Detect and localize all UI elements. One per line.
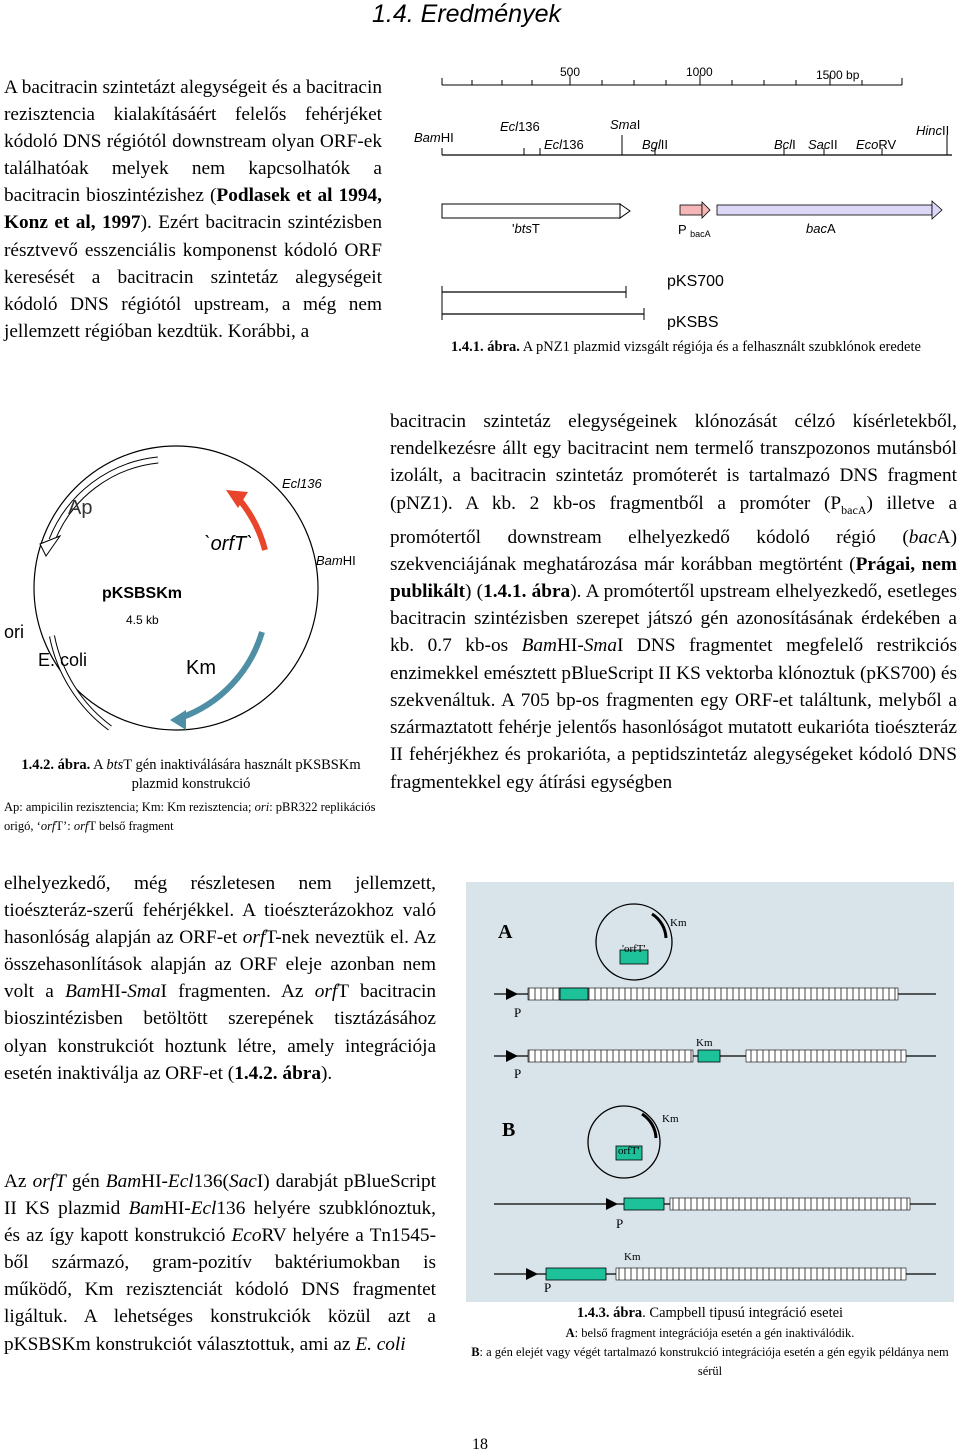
label-orft: `orfT` [204,533,253,555]
label-a: A [498,921,513,943]
paragraph-construct: Az orfT gén BamHI-Ecl136(SacI) darabját pBlueScript II KS plazmid BamHI-Ecl136 helyére szubklónoztuk, és az így kapott konstrukció EcoRV helyére a Tn1545-ből származó, gram-pozitív baktériumokban is működő, Km rezisztenciát kódoló DNS fragmentet ligáltuk. A lehetséges konstrukciók közül azt a pKSBSKm konstrukciót választottuk, ami az E. coli [4,1171,437,1355]
scale-500: 500 [560,65,581,79]
label-pksbs: pKSBS [667,314,719,330]
svg-text:'orfT': 'orfT' [622,943,646,955]
section-heading: 1.4. Eredmények [372,0,561,28]
label-ecoli: E. coli [38,650,88,670]
svg-text:Km: Km [662,1113,679,1125]
site-ecl136-b: Ecl136 [544,137,584,152]
label-pks700: pKS700 [667,273,724,290]
label-ori: ori [4,622,25,642]
svg-text:Km: Km [670,917,687,929]
figure-1-caption: 1.4.1. ábra. A pNZ1 plazmid vizsgált régiója és a felhasznált szubklónok eredete [451,339,921,355]
svg-text:Km: Km [696,1037,713,1049]
label-km: Km [186,657,216,679]
label-pksbskm: pKSBSKm [102,585,183,602]
figure-3-legend-a: A: belső fragment integrációja esetén a gén inaktiválódik. [565,1326,855,1340]
site-smai: SmaI [610,117,641,132]
label-ap: Ap [68,497,93,519]
label-pbaca: P $_{bacA}$ [678,222,711,239]
site-bglii: BglII [642,137,669,152]
figure-plasmid-pksbskm [0,440,380,740]
svg-text:P: P [616,1216,624,1231]
svg-text:Km: Km [624,1251,641,1263]
svg-text:orfT': orfT' [618,1145,640,1157]
label-btst: 'btsT [512,221,540,236]
figure-2-legend: Ap: ampicilin rezisztencia; Km: Km rezisztencia; ori: pBR322 replikációs origó, ‘orfT’: orfT belső fragment [4,800,376,833]
svg-text:P: P [544,1280,552,1295]
site-bamhi: BamHI [414,130,454,145]
site-sacii: SacII [808,137,838,152]
label-bamhi: BamHI [316,553,356,568]
label-ecl136: Ecl136 [282,476,322,491]
site-ecl136-a: Ecl136 [500,119,540,134]
svg-text:P: P [514,1066,522,1081]
paragraph-orft: elhelyezkedő, még részletesen nem jellemzett, tioészteráz-szerű fehérjékkel. A tioészterázokhoz való hasonlóság alapján az ORF-et orfT-nek neveztük el. Az összehasonlítások alapján az ORF eleje azonban nem volt a BamHI-SmaI fragmenten. Az orfT bacitracin bioszintézisben betöltött szerepének tisztázásához olyan konstrukciót hoztunk létre, amely integrációja esetén inaktiválja az ORF-et (1.4.2. ábra). [4,873,436,1084]
site-ecorv: EcoRV [856,137,897,152]
label-size: 4.5 kb [126,613,159,627]
figure-pnz1-map [412,60,952,330]
figure-3-legend-b: B: a gén elejét vagy végét tartalmazó konstrukció integrációja esetén a gén egyik példánya nem sérül [471,1345,949,1378]
figure-2-caption: 1.4.2. ábra. A btsT gén inaktiválására használt pKSBSKm plazmid konstrukció [21,757,361,792]
figure-campbell [466,882,954,1302]
label-baca: bacA [806,221,836,236]
site-bcli: BclI [774,137,796,152]
paragraph-intro: A bacitracin szintetázt alegységeit és a bacitracin rezisztencia kialakításáért felelős fehérjéket kódoló DNS régiótól downstream olyan ORF-ek találhatóak melyek nem kapcsolhatók a bacitracin bioszintézishez (Podlasek et al 1994, Konz et al, 1997). Ezért bacitracin szintézisben résztvevő esszenciális komponenst kódoló ORF keresését a bacitracin szintetáz alegységeit kódoló DNS régiótól upstream, a még nem jellemzett régióban kezdtük. Korábbi, a [4,77,383,342]
site-hincii: HincII [916,123,950,138]
scale-1500: 1500 bp [816,68,860,82]
svg-text:P: P [514,1005,522,1020]
label-b: B [502,1119,516,1141]
paragraph-pnz1: bacitracin szintetáz elegységeinek klónozását célzó kísérletekből, rendelkezésre állt egy bacitracint nem termelő transzpozonos mutánsból izolált, a bacitracin szintetáz promóterét is tartalmazó DNS fragment (pNZ1). A kb. 2 kb-os fragmentből a promóter $(P_{bacA})$ illetve a promótertől downstream elhelyezkedő kódoló régió (bacA) szekvenciájának meghatározása már korábban megtörtént (Prágai, nem publikált) (1.4.1. ábra). A promótertől upstream elhelyezkedő, esetleges bacitracin szintézisben szerepet játszó gén azonosításának érdekében a kb. 0.7 kb-os BamHI-SmaI DNS fragmentet megfelelő restrikciós enzimekkel emésztett pBlueScript II KS vektorba klónoztuk (pKS700) és szekvenáltuk. A 705 bp-os fragmenten egy ORF-et találtunk, melyből a származtatott fehérje jelentős hasonlóságot mutatott eukarióta tioészteráz II fehérjékhez és prokarióta, a peptidszintetáz alegységeket kódoló DNS fragmentekkel egy átírási egységben [390,411,958,793]
figure-3-caption: 1.4.3. ábra. Campbell tipusú integráció esetei [576,1305,844,1321]
scale-1000: 1000 [686,65,713,79]
page-number: 18 [472,1436,488,1453]
